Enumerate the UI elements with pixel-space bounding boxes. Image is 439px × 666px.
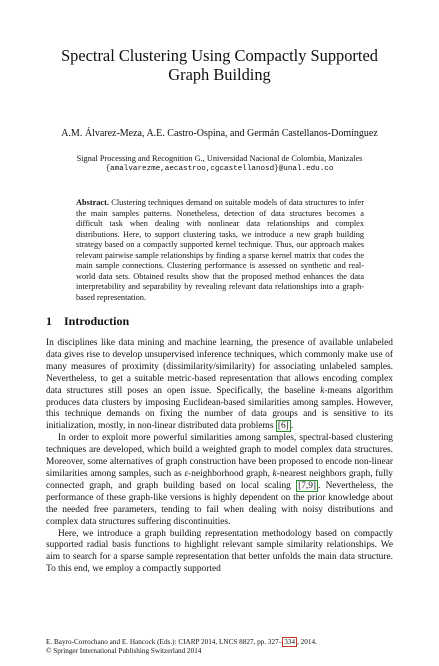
abstract	[76, 198, 364, 303]
title-line-2: Graph Building	[168, 65, 271, 84]
section-body	[46, 338, 393, 576]
citation-link[interactable]: [7,9]	[298, 480, 317, 491]
abstract-label: Abstract.	[76, 198, 109, 207]
page-footer	[46, 638, 396, 656]
section-title: Introduction	[64, 314, 130, 328]
author-emails: {amalvarezme,aecastroo,cgcastellanosd}@unal.edu.co	[105, 165, 334, 173]
citation-link[interactable]: [6]	[277, 421, 289, 432]
footer-citation: E. Bayro-Corrochano and E. Hancock (Eds.): CIARP 2014, LNCS 8827, pp. 327– 334 , 2014.	[46, 638, 317, 646]
paragraph-1: In disciplines like data mining and machine learning, the presence of available unlabeled data gives rise to develop unsupervised inference techniques, which commonly make use of many measures of proximity (dissimilarity/similarity) for associating unlabeled samples. Nevertheless, to get a suitable metric-based representation that allows encoding complex data structures still poses an open issue. Specifically, the baseline k-means algorithm produces data clusters by imposing Euclidean-based similarities among samples. However, this technique demands on fixing the number of data groups and is sensitive to its initialization, mostly, in non-linear distributed data problems [6] .	[46, 338, 393, 432]
title-line-1: Spectral Clustering Using Compactly Supported	[61, 46, 378, 65]
paragraph-3: Here, we introduce a graph building representation methodology based on compactly supported radial basis functions to highlight relevant sample similarity relationships. We aim to search for a sparse sample representation that better unfolds the main data structure. To this end, we employ a compactly supported	[46, 528, 393, 575]
section-number: 1	[46, 314, 52, 328]
paper-title	[0, 46, 439, 84]
section-heading	[46, 314, 129, 328]
abstract-text: Clustering techniques demand on suitable models of data structures to infer the main samples patterns. Nonetheless, detection of data structures becomes a difficult task when dealing with nonlinear data relationships and complex distributions. Here, to support clustering tasks, we introduce a new graph building strategy based on a compactly supported kernel technique. Thus, our approach makes relevant pairwise sample relationships by finding a sparse kernel matrix that codes the main sample connections. Clustering performance is assessed on synthetic and real-world data sets. Obtained results show that the proposed method enhances the data interpretability and separability by revealing relevant data relationships into a graph-based representation.	[76, 198, 364, 302]
paragraph-2: In order to exploit more powerful similarities among samples, spectral-based clustering techniques are developed, which build a weighted graph to model complex data structures. Moreover, some alternatives of graph construction have been proposed to encode non-linear similarities among samples, such as ε-neighborhood graph, k-nearest neighbors graph, fully connected graph, and graph building based on local scaling [7,9] . Nevertheless, the performance of these graph-like versions is highly dependent on the prior knowledge about the needed free parameters, tending to fail when dealing with noisy distributions and complex data structures suffering discontinuities.	[46, 433, 393, 527]
page-range-link[interactable]: 334	[284, 638, 296, 646]
footer-copyright: © Springer International Publishing Switzerland 2014	[46, 647, 202, 655]
affiliation-block	[0, 153, 439, 175]
affiliation: Signal Processing and Recognition G., Universidad Nacional de Colombia, Manizales	[76, 154, 363, 163]
authors: A.M. Álvarez-Meza, A.E. Castro-Ospina, and Germán Castellanos-Domínguez	[61, 128, 378, 139]
